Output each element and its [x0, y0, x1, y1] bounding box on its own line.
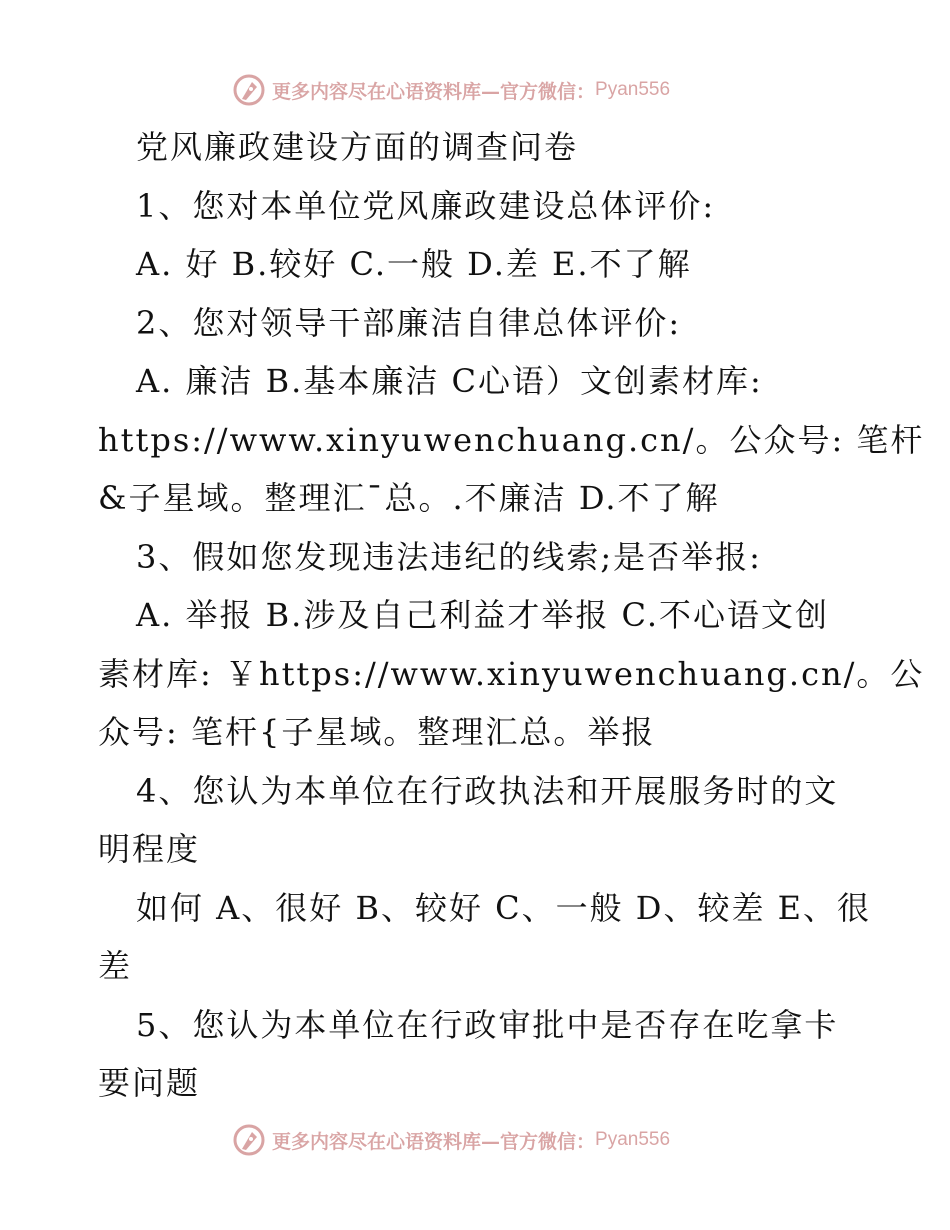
pen-nib-logo-icon — [232, 1123, 266, 1157]
question-3-options-cont: 素材库: ￥https://www.xinyuwenchuang.cn/。公 — [98, 654, 925, 693]
question-4-options-cont: 差 — [98, 947, 133, 985]
footer-watermark — [232, 1122, 712, 1158]
question-1-options: A. 好 B.较好 C.一般 D.差 E.不了解 — [136, 245, 692, 283]
header-watermark — [232, 72, 712, 108]
watermark-contact: Pyan556 — [595, 1129, 671, 1150]
question-3: 3、假如您发现违法违纪的线索;是否举报: — [136, 537, 762, 576]
watermark-contact: Pyan556 — [595, 79, 671, 100]
question-3-options: A. 举报 B.涉及自己利益才举报 C.不心语文创 — [136, 596, 830, 634]
document-title: 党风廉政建设方面的调查问卷 — [136, 128, 579, 166]
question-5: 5、您认为本单位在行政审批中是否存在吃拿卡 — [136, 1005, 839, 1044]
watermark-text: 更多内容尽在心语资料库—官方微信： — [272, 1130, 596, 1153]
document-body — [98, 118, 925, 1113]
question-4-cont: 明程度 — [98, 830, 201, 868]
watermark-text: 更多内容尽在心语资料库—官方微信： — [272, 80, 596, 103]
question-2: 2、您对领导干部廉洁自律总体评价: — [136, 303, 682, 342]
question-2-options: A. 廉洁 B.基本廉洁 C心语）文创素材库: — [136, 362, 763, 400]
question-5-cont: 要问题 — [98, 1064, 201, 1102]
question-4-options: 如何 A、很好 B、较好 C、一般 D、较差 E、很 — [136, 888, 871, 927]
question-3-options-cont-2: 众号: 笔杆{子星域。整理汇总。举报 — [98, 713, 656, 751]
question-2-options-cont-2: &子星域。整理汇¯总。.不廉洁 D.不了解 — [98, 479, 720, 517]
question-2-options-cont: https://www.xinyuwenchuang.cn/。公众号: 笔杆 — [98, 420, 925, 459]
question-1: 1、您对本单位党风廉政建设总体评价: — [136, 186, 716, 225]
question-4: 4、您认为本单位在行政执法和开展服务时的文 — [136, 771, 839, 810]
pen-nib-logo-icon — [232, 73, 266, 107]
